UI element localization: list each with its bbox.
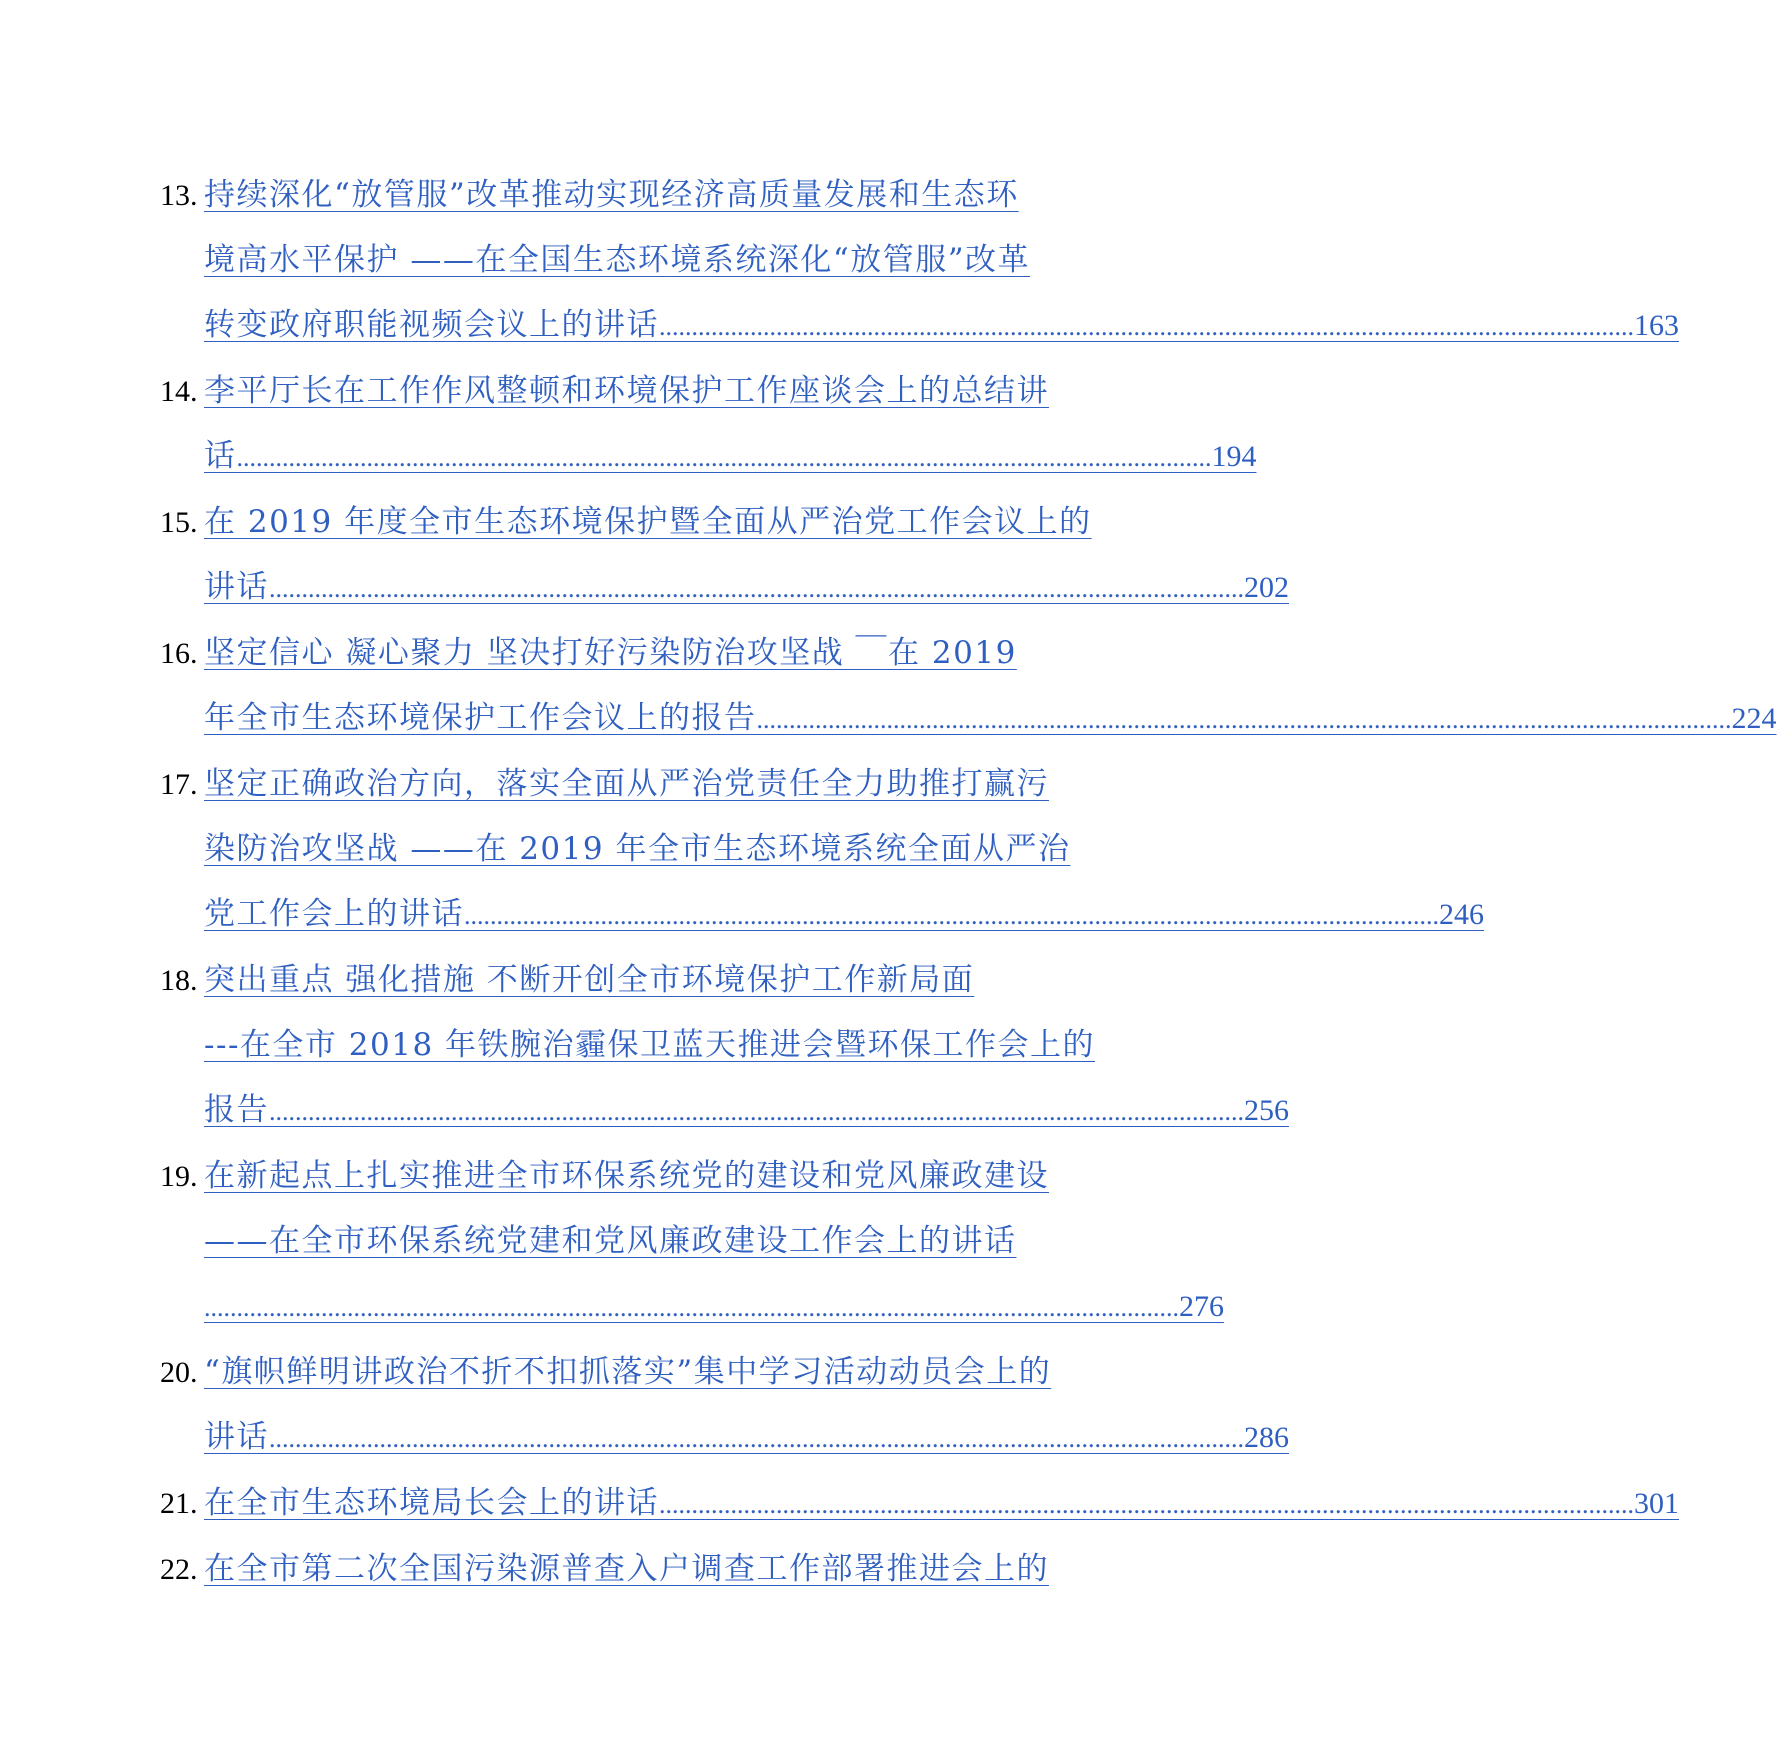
toc-entry-line[interactable] (204, 1013, 1094, 1078)
toc-entry-line[interactable] (204, 490, 1094, 555)
toc-entry-last-line[interactable] (204, 882, 1484, 947)
toc-entry-line[interactable] (204, 1209, 1094, 1274)
page-number[interactable]: 163 (1634, 309, 1679, 342)
toc-entry-line[interactable] (204, 163, 1094, 228)
toc-entry-title[interactable]: ——在全市环保系统党建和党风廉政建设工作会上的讲话 (204, 1223, 1017, 1259)
dot-leader: ...................................................................................................................................................... (269, 1097, 1244, 1126)
toc-entry-20 (0, 1340, 1289, 1470)
toc-entry-title[interactable]: 在全市第二次全国污染源普查入户调查工作部署推进会上的 (204, 1551, 1049, 1587)
toc-entry-line[interactable] (204, 228, 1094, 293)
dot-leader: ...................................................................................................................................................... (659, 1490, 1634, 1519)
toc-entry-title[interactable]: 报告 (204, 1092, 269, 1128)
toc-entry-title[interactable]: 讲话 (204, 1419, 269, 1455)
toc-entry-line[interactable] (204, 948, 1094, 1013)
toc-entry-title[interactable]: 坚定信心 凝心聚力 坚决打好污染防治攻坚战 ￣在 2019 (204, 635, 1017, 671)
dot-leader: ...................................................................................................................................................... (659, 312, 1634, 341)
toc-entry-title[interactable]: 境高水平保护 ——在全国生态环境系统深化“放管服”改革 (204, 242, 1031, 278)
toc-entry-18 (0, 948, 1289, 1143)
toc-entry-title[interactable]: 在全市生态环境局长会上的讲话 (204, 1485, 659, 1521)
toc-entry-22 (0, 1537, 1240, 1602)
toc-entry-21 (0, 1471, 1679, 1536)
toc-entry-title[interactable]: 年全市生态环境保护工作会议上的报告 (204, 700, 757, 736)
page-number[interactable]: 276 (1179, 1290, 1224, 1323)
toc-entry-number: 14. (160, 375, 198, 408)
toc-entry-title[interactable]: 李平厅长在工作作风整顿和环境保护工作座谈会上的总结讲 (204, 373, 1049, 409)
toc-entry-title[interactable]: 讲话 (204, 569, 269, 605)
toc-entry-last-line[interactable] (204, 293, 1679, 358)
toc-entry-title[interactable]: 持续深化“放管服”改革推动实现经济高质量发展和生态环 (204, 177, 1019, 213)
toc-entry-number: 19. (160, 1160, 198, 1193)
toc-entry-last-line[interactable] (204, 1471, 1679, 1536)
toc-entry-title[interactable]: 突出重点 强化措施 不断开创全市环境保护工作新局面 (204, 962, 975, 998)
toc-entry-number: 22. (160, 1553, 198, 1586)
toc-entry-line[interactable] (204, 1340, 1094, 1405)
dot-leader: ...................................................................................................................................................... (269, 1424, 1244, 1453)
toc-entry-number: 18. (160, 964, 198, 997)
toc-entry-17 (0, 752, 1484, 947)
toc-entry-19 (0, 1144, 1240, 1339)
page-number[interactable]: 246 (1439, 898, 1484, 931)
toc-entry-line[interactable] (204, 752, 1094, 817)
toc-entry-number: 17. (160, 768, 198, 801)
toc-entry-title[interactable]: 在 2019 年度全市生态环境保护暨全面从严治党工作会议上的 (204, 504, 1092, 540)
toc-entry-number: 20. (160, 1356, 198, 1389)
toc-entry-title[interactable]: 染防治攻坚战 ——在 2019 年全市生态环境系统全面从严治 (204, 831, 1071, 867)
toc-entry-line[interactable] (204, 621, 1094, 686)
toc-entry-line[interactable] (204, 1537, 1094, 1602)
page-number[interactable]: 256 (1244, 1094, 1289, 1127)
dot-leader: ...................................................................................................................................................... (464, 901, 1439, 930)
toc-entry-last-line[interactable] (204, 424, 1257, 489)
toc-entry-16 (0, 621, 1777, 751)
dot-leader: ...................................................................................................................................................... (204, 1293, 1179, 1322)
toc-entry-line[interactable] (204, 1144, 1094, 1209)
toc-entry-line[interactable] (204, 817, 1094, 882)
toc-entry-title[interactable]: 在新起点上扎实推进全市环保系统党的建设和党风廉政建设 (204, 1158, 1049, 1194)
dot-leader: ...................................................................................................................................................... (269, 574, 1244, 603)
page-number[interactable]: 224 (1731, 702, 1777, 735)
page-number[interactable]: 202 (1244, 571, 1289, 604)
toc-entry-number: 13. (160, 179, 198, 212)
toc-entry-13 (0, 163, 1679, 358)
toc-entry-last-line[interactable] (204, 555, 1289, 620)
table-of-contents (0, 163, 1777, 1603)
toc-entry-title[interactable]: “旗帜鲜明讲政治不折不扣抓落实”集中学习活动动员会上的 (204, 1354, 1052, 1390)
dot-leader: ...................................................................................................................................................... (756, 705, 1732, 734)
toc-entry-title[interactable]: 转变政府职能视频会议上的讲话 (204, 307, 659, 343)
page-number[interactable]: 301 (1634, 1487, 1679, 1520)
toc-entry-number: 16. (160, 637, 198, 670)
toc-entry-number: 15. (160, 506, 198, 539)
toc-entry-title[interactable]: ---在全市 2018 年铁腕治霾保卫蓝天推进会暨环保工作会上的 (204, 1027, 1096, 1063)
page-number[interactable]: 194 (1211, 440, 1257, 473)
toc-entry-15 (0, 490, 1289, 620)
toc-entry-title[interactable]: 坚定正确政治方向，落实全面从严治党责任全力助推打赢污 (204, 766, 1049, 802)
page-number[interactable]: 286 (1244, 1421, 1289, 1454)
toc-entry-number: 21. (160, 1487, 198, 1520)
toc-entry-title[interactable]: 话 (204, 438, 237, 474)
toc-entry-title[interactable]: 党工作会上的讲话 (204, 896, 464, 932)
dot-leader: ...................................................................................................................................................... (236, 443, 1212, 472)
toc-entry-last-line[interactable] (204, 1078, 1289, 1143)
toc-entry-14 (0, 359, 1257, 489)
toc-entry-last-line[interactable] (204, 686, 1777, 751)
toc-entry-last-line[interactable] (204, 1405, 1289, 1470)
toc-entry-last-line[interactable] (204, 1274, 1224, 1339)
toc-entry-line[interactable] (204, 359, 1094, 424)
